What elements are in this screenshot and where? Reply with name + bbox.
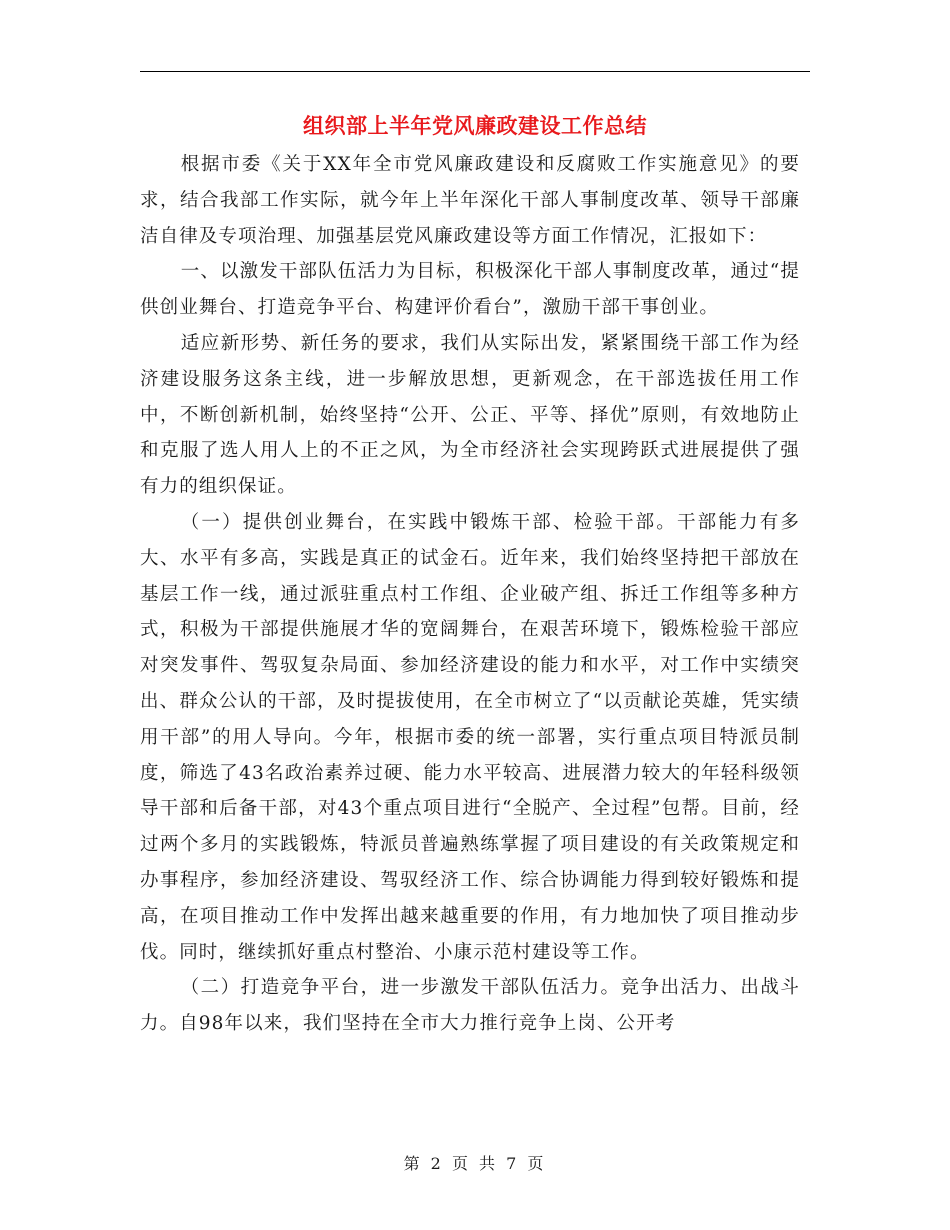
- paragraph-section-one-heading: 一、以激发干部队伍活力为目标，积极深化干部人事制度改革，通过“提供创业舞台、打造竞争平台、构建评价看台”，激励干部干事创业。: [140, 261, 800, 319]
- paragraph-subsection-one: （一）提供创业舞台，在实践中锻炼干部、检验干部。干部能力有多大、水平有多高，实践是真正的试金石。近年来，我们始终坚持把干部放在基层工作一线，通过派驻重点村工作组、企业破产组、拆迁工作组等多种方式，积极为干部提供施展才华的宽阔舞台，在艰苦环境下，锻炼检验干部应对突发事件、驾驭复杂局面、参加经济建设的能力和水平，对工作中实绩突出、群众公认的干部，及时提拔使用，在全市树立了“以贡献论英雄，凭实绩用干部”的用人导向。今年，根据市委的统一部署，实行重点项目特派员制度，筛选了43名政治素养过硬、能力水平较高、进展潜力较大的年轻科级领导干部和后备干部，对43个重点项目进行“全脱产、全过程”包帮。目前，经过两个多月的实践锻炼，特派员普遍熟练掌握了项目建设的有关政策规定和办事程序，参加经济建设、驾驭经济工作、综合协调能力得到较好锻炼和提高，在项目推动工作中发挥出越来越重要的作用，有力地加快了项目推动步伐。同时，继续抓好重点村整治、小康示范村建设等工作。: [140, 511, 800, 963]
- paragraph-subsection-two: （二）打造竞争平台，进一步激发干部队伍活力。竞争出活力、出战斗力。自98年以来，我们坚持在全市大力推行竞争上岗、公开考: [140, 977, 800, 1035]
- document-title: 组织部上半年党风廉政建设工作总结: [303, 113, 647, 138]
- page-number-footer: 第 2 页 共 7 页: [403, 1154, 547, 1173]
- header-rule: [140, 71, 810, 72]
- document-body: [140, 147, 800, 1042]
- paragraph-intro: 根据市委《关于XX年全市党风廉政建设和反腐败工作实施意见》的要求，结合我部工作实际，就今年上半年深化干部人事制度改革、领导干部廉洁自律及专项治理、加强基层党风廉政建设等方面工作情况，汇报如下：: [140, 154, 800, 247]
- paragraph-section-one-overview: 适应新形势、新任务的要求，我们从实际出发，紧紧围绕干部工作为经济建设服务这条主线，进一步解放思想，更新观念，在干部选拔任用工作中，不断创新机制，始终坚持“公开、公正、平等、择优”原则，有效地防止和克服了选人用人上的不正之风，为全市经济社会实现跨跃式进展提供了强有力的组织保证。: [140, 332, 800, 498]
